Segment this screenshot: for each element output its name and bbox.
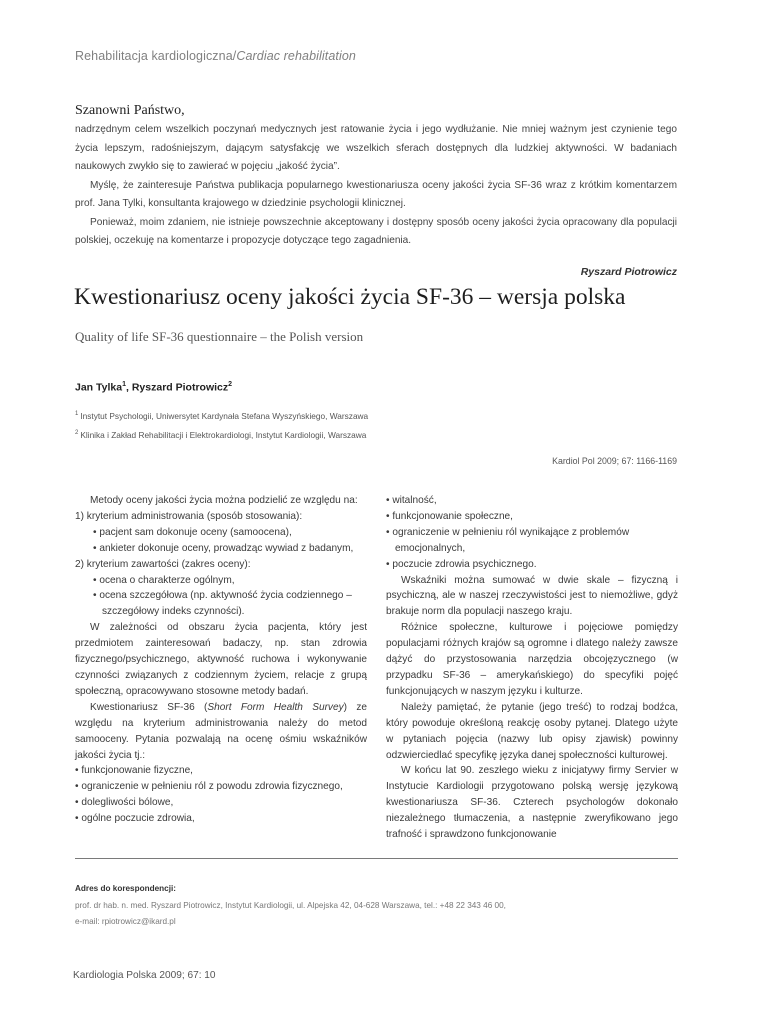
running-head-polish: Rehabilitacja kardiologiczna/ bbox=[75, 49, 237, 63]
list-item: • ocena szczegółowa (np. aktywność życia codziennego – szczegółowy indeks czynności). bbox=[93, 590, 352, 618]
article-citation: Kardiol Pol 2009; 67: 1166-1169 bbox=[552, 456, 677, 466]
list-item: • pacjent sam dokonuje oceny (samoocena), bbox=[93, 526, 292, 538]
letter-paragraph: Ponieważ, moim zdaniem, nie istnieje powszechnie akceptowany i dostępny sposób oceny jakości życia opracowany dla populacji polskiej, oczekuję na komentarze i propozycje dotyczące tego zagadnienia. bbox=[75, 216, 677, 246]
article-body bbox=[75, 493, 678, 843]
affiliation-text: Instytut Psychologii, Uniwersytet Kardynała Stefana Wyszyńskiego, Warszawa bbox=[80, 410, 369, 421]
affiliations bbox=[75, 406, 368, 445]
page-footer: Kardiologia Polska 2009; 67: 10 bbox=[73, 970, 216, 981]
body-paragraph: Różnice społeczne, kulturowe i pojęciowe pomiędzy populacjami różnych krajów są ogromne i dlatego należy zawsze dążyć do przystosowania narzędzia obcojęzycznego (w przypadku SF-36 – amerykańskiego) do specyfiki pojęć funkcjonujących w naszym języku i kulturze. bbox=[386, 622, 678, 697]
footnote-divider bbox=[75, 858, 678, 859]
body-paragraph: W zależności od obszaru życia pacjenta, który jest przedmiotem zainteresowań badaczy, np. stan zdrowia fizycznego/psychicznego, aktywność ruchowa i wykonywanie czynności związanych z codziennym życiem, relacje z grupą społeczną, opracowywano stosowne metody badań. bbox=[75, 622, 367, 697]
author-separator: , bbox=[126, 381, 132, 394]
indicator-item: • ograniczenie w pełnieniu ról wynikające z problemów emocjonalnych, bbox=[386, 526, 630, 554]
article-subtitle: Quality of life SF-36 questionnaire – the Polish version bbox=[75, 329, 364, 344]
correspondence-email: e-mail: rpiotrowicz@ikard.pl bbox=[75, 917, 176, 926]
affiliation-text: Klinika i Zakład Rehabilitacji i Elektrokardiologi, Instytut Kardiologii, Warszawa bbox=[80, 430, 367, 441]
list-item: • ankieter dokonuje oceny, prowadząc wywiad z badanym, bbox=[93, 542, 354, 554]
text-run: Kwestionariusz SF-36 ( bbox=[90, 701, 208, 713]
letter-paragraph: Myślę, że zainteresuje Państwa publikacja popularnego kwestionariusza oceny jakości życia SF-36 wraz z krótkim komentarzem prof. Jana Tylki, konsultanta krajowego w dziedzinie psychologii klinicznej. bbox=[75, 179, 677, 209]
running-head bbox=[75, 49, 356, 63]
list-item: 1) kryterium administrowania (sposób stosowania): bbox=[75, 510, 303, 522]
author-affiliation-marker: 1 bbox=[122, 381, 126, 388]
author-list bbox=[75, 381, 232, 394]
affiliation-marker: 2 bbox=[75, 430, 79, 437]
letter-salutation: Szanowni Państwo, bbox=[75, 103, 185, 118]
affiliation-marker: 1 bbox=[75, 411, 79, 417]
body-paragraph: Należy pamiętać, że pytanie (jego treść) to rodzaj bodźca, który powoduje określoną reakcję osoby pytanej. Dlatego użyte w pytaniach pojęcia (nazwy lub opisy zjawisk) powinny odzwierciedlać specyfikę języka danej społeczności kulturowej. bbox=[386, 701, 678, 761]
indicator-item: • dolegliwości bólowe, bbox=[75, 797, 174, 809]
author-name: Ryszard Piotrowicz bbox=[131, 381, 229, 394]
text-run-italic: Short Form Health Survey bbox=[207, 701, 344, 713]
affiliation bbox=[75, 425, 368, 444]
body-paragraph bbox=[75, 700, 367, 764]
letter-paragraph: nadrzędnym celem wszelkich poczynań medycznych jest ratowanie życia i jego wydłużanie. Nie mniej ważnym jest czynienie tego życia lepszym, radośniejszym, dającym satysfakcję we wszelkich sferach dostępnych dla ludzkiej aktywności. W badaniach naukowych zwykło się to zawierać w pojęciu „jakość życia”. bbox=[75, 124, 677, 172]
running-head-english: Cardiac rehabilitation bbox=[236, 49, 356, 63]
indicator-item: • ogólne poczucie zdrowia, bbox=[75, 813, 195, 825]
affiliation bbox=[75, 406, 368, 425]
indicator-item: • poczucie zdrowia psychicznego. bbox=[386, 558, 537, 570]
author-affiliation-marker: 2 bbox=[228, 381, 233, 388]
indicator-item: • witalność, bbox=[386, 495, 437, 506]
list-item: • ocena o charakterze ogólnym, bbox=[93, 574, 235, 586]
correspondence-line: prof. dr hab. n. med. Ryszard Piotrowicz, Instytut Kardiologii, ul. Alpejska 42, 04-628 Warszawa, tel.: +48 22 343 46 00, bbox=[75, 900, 506, 910]
article-title: Kwestionariusz oceny jakości życia SF-36 – wersja polska bbox=[74, 284, 626, 310]
list-item: 2) kryterium zawartości (zakres oceny): bbox=[75, 558, 251, 570]
body-column-right bbox=[386, 493, 678, 843]
letter-signature: Ryszard Piotrowicz bbox=[580, 265, 677, 278]
body-paragraph: Wskaźniki można sumować w dwie skale – fizyczną i psychiczną, ale w naszej rzeczywistości jest to niemożliwe, gdyż brakuje norm dla populacji naszego kraju. bbox=[386, 574, 678, 618]
indicator-item: • funkcjonowanie fizyczne, bbox=[75, 765, 193, 777]
correspondence-address bbox=[75, 881, 506, 931]
editor-letter bbox=[75, 103, 677, 278]
body-column-left bbox=[75, 493, 367, 843]
correspondence-label: Adres do korespondencji: bbox=[75, 884, 176, 893]
author-name: Jan Tylka bbox=[75, 381, 123, 394]
indicator-item: • ograniczenie w pełnieniu ról z powodu zdrowia fizycznego, bbox=[75, 781, 343, 793]
body-paragraph: W końcu lat 90. zeszłego wieku z inicjatywy firmy Servier w Instytucie Kardiologii przygotowano polską wersję językową kwestionariusza SF-36. Czterech psychologów dokonało niezależnego tłumaczenia, a następnie zweryfikowano jego trafność i sprawdzono funkcjonowanie bbox=[386, 765, 678, 841]
text-run: ) ze względu na kryterium administrowania należy do metod samooceny. Pytania pozwalają na ocenę ośmiu wskaźników jakości życia tj.: bbox=[75, 701, 367, 761]
body-paragraph: Metody oceny jakości życia można podzielić ze względu na: bbox=[90, 495, 358, 506]
indicator-item: • funkcjonowanie społeczne, bbox=[386, 510, 513, 522]
